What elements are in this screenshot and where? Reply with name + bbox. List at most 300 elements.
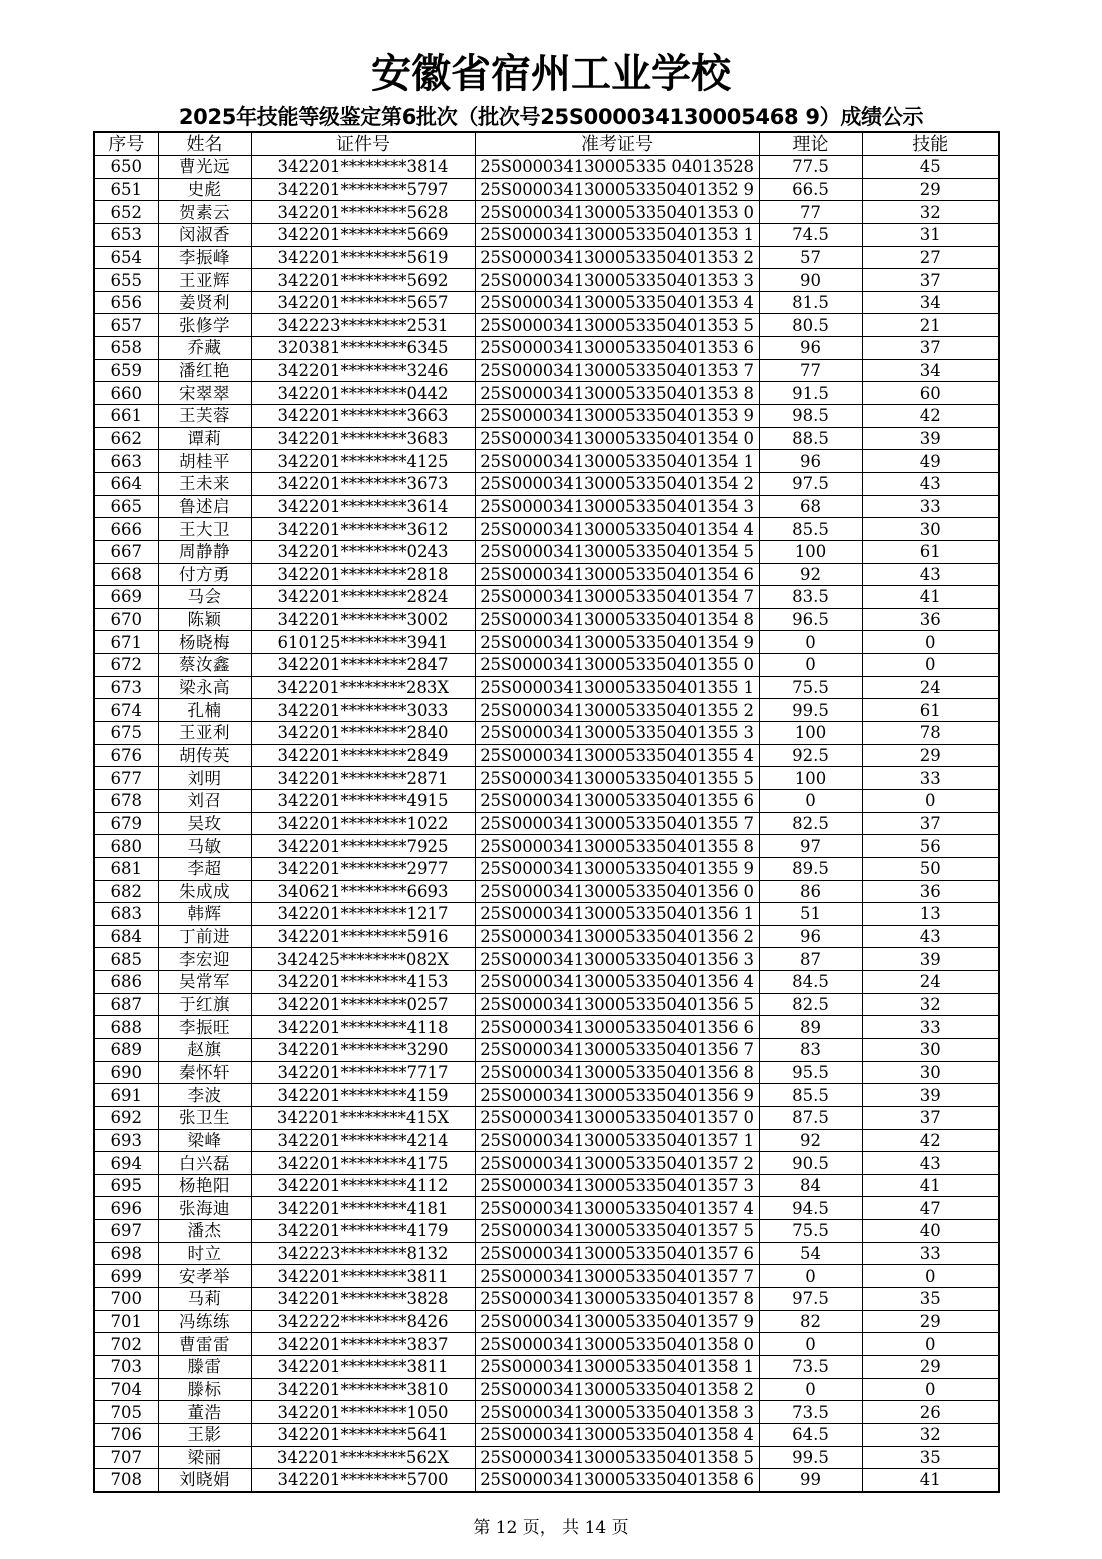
cell-name: 杨艳阳 — [158, 1174, 251, 1197]
cell-seq: 653 — [94, 223, 158, 246]
cell-seq: 677 — [94, 767, 158, 790]
cell-theory: 64.5 — [759, 1423, 862, 1446]
table-row — [94, 631, 999, 654]
cell-id-number: 342201********5619 — [251, 246, 475, 269]
cell-theory: 66.5 — [759, 178, 862, 201]
cell-name: 吴常军 — [158, 971, 251, 994]
cell-skill: 33 — [862, 767, 999, 790]
cell-name: 周静静 — [158, 540, 251, 563]
cell-seq: 658 — [94, 337, 158, 360]
cell-name: 梁峰 — [158, 1129, 251, 1152]
cell-exam-number: 25S0000341300053350401357 8 — [475, 1288, 759, 1311]
cell-theory: 92 — [759, 1129, 862, 1152]
cell-seq: 684 — [94, 925, 158, 948]
cell-exam-number: 25S0000341300053350401354 2 — [475, 472, 759, 495]
cell-theory: 97.5 — [759, 1288, 862, 1311]
cell-name: 乔藏 — [158, 337, 251, 360]
cell-seq: 701 — [94, 1310, 158, 1333]
cell-exam-number: 25S0000341300053350401354 7 — [475, 586, 759, 609]
table-row — [94, 789, 999, 812]
table-body — [94, 156, 999, 1492]
cell-theory: 0 — [759, 1333, 862, 1356]
table-row — [94, 563, 999, 586]
cell-theory: 89.5 — [759, 857, 862, 880]
cell-skill: 37 — [862, 269, 999, 292]
cell-id-number: 342201********5700 — [251, 1469, 475, 1492]
cell-id-number: 342201********415X — [251, 1106, 475, 1129]
cell-seq: 679 — [94, 812, 158, 835]
cell-name: 韩辉 — [158, 903, 251, 926]
cell-seq: 682 — [94, 880, 158, 903]
cell-id-number: 342201********283X — [251, 676, 475, 699]
table-row — [94, 382, 999, 405]
cell-exam-number: 25S0000341300053350401353 8 — [475, 382, 759, 405]
cell-id-number: 342201********3683 — [251, 427, 475, 450]
cell-theory: 54 — [759, 1242, 862, 1265]
cell-theory: 96 — [759, 450, 862, 473]
cell-skill: 50 — [862, 857, 999, 880]
cell-theory: 73.5 — [759, 1355, 862, 1378]
cell-exam-number: 25S0000341300053350401357 4 — [475, 1197, 759, 1220]
cell-seq: 656 — [94, 291, 158, 314]
cell-name: 马莉 — [158, 1288, 251, 1311]
cell-id-number: 342201********5797 — [251, 178, 475, 201]
table-row — [94, 1129, 999, 1152]
cell-name: 朱成成 — [158, 880, 251, 903]
cell-theory: 68 — [759, 495, 862, 518]
cell-name: 梁丽 — [158, 1446, 251, 1469]
cell-skill: 43 — [862, 563, 999, 586]
cell-seq: 699 — [94, 1265, 158, 1288]
cell-theory: 86 — [759, 880, 862, 903]
cell-exam-number: 25S0000341300053350401355 0 — [475, 654, 759, 677]
cell-exam-number: 25S0000341300053350401356 4 — [475, 971, 759, 994]
table-row — [94, 767, 999, 790]
cell-name: 滕标 — [158, 1378, 251, 1401]
cell-seq: 689 — [94, 1038, 158, 1061]
cell-name: 吴玫 — [158, 812, 251, 835]
cell-id-number: 342201********2977 — [251, 857, 475, 880]
cell-id-number: 342201********2824 — [251, 586, 475, 609]
cell-id-number: 342201********3663 — [251, 405, 475, 428]
cell-skill: 37 — [862, 1106, 999, 1129]
table-row — [94, 269, 999, 292]
table-row — [94, 495, 999, 518]
cell-skill: 35 — [862, 1288, 999, 1311]
cell-theory: 73.5 — [759, 1401, 862, 1424]
table-row — [94, 1061, 999, 1084]
cell-seq: 667 — [94, 540, 158, 563]
table-row — [94, 337, 999, 360]
cell-skill: 40 — [862, 1220, 999, 1243]
cell-id-number: 342222********8426 — [251, 1310, 475, 1333]
table-row — [94, 518, 999, 541]
cell-exam-number: 25S0000341300053350401358 5 — [475, 1446, 759, 1469]
cell-exam-number: 25S0000341300053350401353 1 — [475, 223, 759, 246]
cell-exam-number: 25S0000341300053350401353 7 — [475, 359, 759, 382]
cell-exam-number: 25S0000341300053350401354 1 — [475, 450, 759, 473]
cell-id-number: 342201********3811 — [251, 1355, 475, 1378]
cell-skill: 47 — [862, 1197, 999, 1220]
cell-name: 姜贤利 — [158, 291, 251, 314]
cell-theory: 83.5 — [759, 586, 862, 609]
cell-seq: 652 — [94, 201, 158, 224]
cell-exam-number: 25S0000341300053350401354 6 — [475, 563, 759, 586]
cell-name: 曹雷雷 — [158, 1333, 251, 1356]
cell-id-number: 342201********1022 — [251, 812, 475, 835]
cell-seq: 697 — [94, 1220, 158, 1243]
table-row — [94, 993, 999, 1016]
cell-exam-number: 25S000034130005335 04013528 — [475, 156, 759, 179]
cell-id-number: 342201********3837 — [251, 1333, 475, 1356]
cell-id-number: 342201********5641 — [251, 1423, 475, 1446]
cell-id-number: 342201********3290 — [251, 1038, 475, 1061]
cell-name: 李振旺 — [158, 1016, 251, 1039]
cell-skill: 33 — [862, 1016, 999, 1039]
cell-id-number: 342201********4118 — [251, 1016, 475, 1039]
cell-exam-number: 25S0000341300053350401357 6 — [475, 1242, 759, 1265]
cell-skill: 36 — [862, 608, 999, 631]
cell-theory: 99.5 — [759, 1446, 862, 1469]
cell-exam-number: 25S0000341300053350401358 6 — [475, 1469, 759, 1492]
cell-theory: 96 — [759, 337, 862, 360]
cell-id-number: 342425********082X — [251, 948, 475, 971]
cell-id-number: 342201********7925 — [251, 835, 475, 858]
header-seq: 序号 — [94, 132, 158, 156]
table-row — [94, 971, 999, 994]
cell-seq: 662 — [94, 427, 158, 450]
table-row — [94, 1310, 999, 1333]
cell-seq: 671 — [94, 631, 158, 654]
cell-name: 滕雷 — [158, 1355, 251, 1378]
cell-id-number: 342201********3002 — [251, 608, 475, 631]
cell-exam-number: 25S0000341300053350401355 3 — [475, 722, 759, 745]
cell-theory: 98.5 — [759, 405, 862, 428]
cell-id-number: 342223********8132 — [251, 1242, 475, 1265]
cell-name: 白兴磊 — [158, 1152, 251, 1175]
cell-id-number: 342201********562X — [251, 1446, 475, 1469]
cell-seq: 700 — [94, 1288, 158, 1311]
header-exam-number: 准考证号 — [475, 132, 759, 156]
cell-skill: 42 — [862, 405, 999, 428]
cell-skill: 34 — [862, 291, 999, 314]
cell-name: 曹光远 — [158, 156, 251, 179]
cell-id-number: 342201********3612 — [251, 518, 475, 541]
cell-exam-number: 25S0000341300053350401358 3 — [475, 1401, 759, 1424]
cell-id-number: 342201********3033 — [251, 699, 475, 722]
cell-skill: 29 — [862, 178, 999, 201]
cell-skill: 0 — [862, 1265, 999, 1288]
cell-theory: 91.5 — [759, 382, 862, 405]
cell-theory: 0 — [759, 631, 862, 654]
cell-skill: 37 — [862, 812, 999, 835]
table-row — [94, 472, 999, 495]
cell-skill: 61 — [862, 699, 999, 722]
cell-id-number: 342201********4181 — [251, 1197, 475, 1220]
cell-exam-number: 25S0000341300053350401355 8 — [475, 835, 759, 858]
cell-skill: 0 — [862, 631, 999, 654]
cell-skill: 60 — [862, 382, 999, 405]
cell-id-number: 342201********4125 — [251, 450, 475, 473]
document-title: 安徽省宿州工业学校 — [371, 51, 731, 97]
cell-theory: 90 — [759, 269, 862, 292]
cell-seq: 676 — [94, 744, 158, 767]
cell-skill: 27 — [862, 246, 999, 269]
cell-exam-number: 25S0000341300053350401357 5 — [475, 1220, 759, 1243]
cell-exam-number: 25S0000341300053350401356 8 — [475, 1061, 759, 1084]
table-row — [94, 676, 999, 699]
table-row — [94, 178, 999, 201]
cell-theory: 100 — [759, 767, 862, 790]
cell-skill: 78 — [862, 722, 999, 745]
cell-id-number: 342201********1050 — [251, 1401, 475, 1424]
table-row — [94, 405, 999, 428]
table-row — [94, 1242, 999, 1265]
cell-name: 鲁述启 — [158, 495, 251, 518]
cell-skill: 0 — [862, 1333, 999, 1356]
cell-exam-number: 25S0000341300053350401352 9 — [475, 178, 759, 201]
cell-seq: 708 — [94, 1469, 158, 1492]
cell-exam-number: 25S0000341300053350401354 9 — [475, 631, 759, 654]
table-row — [94, 857, 999, 880]
table-row — [94, 427, 999, 450]
cell-name: 李超 — [158, 857, 251, 880]
cell-seq: 694 — [94, 1152, 158, 1175]
cell-theory: 99 — [759, 1469, 862, 1492]
document-subtitle: 2025年技能等级鉴定第6批次（批次号25S000034130005468 9）成绩公示 — [178, 105, 924, 129]
cell-id-number: 342201********3614 — [251, 495, 475, 518]
cell-seq: 654 — [94, 246, 158, 269]
cell-skill: 49 — [862, 450, 999, 473]
cell-name: 胡桂平 — [158, 450, 251, 473]
table-row — [94, 1106, 999, 1129]
table-row — [94, 1152, 999, 1175]
cell-seq: 683 — [94, 903, 158, 926]
cell-skill: 32 — [862, 1423, 999, 1446]
cell-id-number: 342201********3810 — [251, 1378, 475, 1401]
cell-exam-number: 25S0000341300053350401355 4 — [475, 744, 759, 767]
cell-seq: 702 — [94, 1333, 158, 1356]
cell-id-number: 342201********3828 — [251, 1288, 475, 1311]
table-row — [94, 246, 999, 269]
cell-skill: 42 — [862, 1129, 999, 1152]
page-footer: 第 12 页， 共 14 页 — [473, 1518, 629, 1538]
cell-skill: 29 — [862, 1355, 999, 1378]
cell-skill: 45 — [862, 156, 999, 179]
table-row — [94, 1378, 999, 1401]
cell-theory: 97 — [759, 835, 862, 858]
table-row — [94, 1220, 999, 1243]
cell-id-number: 342201********3814 — [251, 156, 475, 179]
cell-seq: 668 — [94, 563, 158, 586]
cell-id-number: 342201********2847 — [251, 654, 475, 677]
cell-name: 于红旗 — [158, 993, 251, 1016]
cell-seq: 690 — [94, 1061, 158, 1084]
cell-id-number: 342201********4153 — [251, 971, 475, 994]
cell-exam-number: 25S0000341300053350401353 5 — [475, 314, 759, 337]
cell-id-number: 342201********2840 — [251, 722, 475, 745]
cell-theory: 87 — [759, 948, 862, 971]
cell-skill: 43 — [862, 925, 999, 948]
cell-exam-number: 25S0000341300053350401355 1 — [475, 676, 759, 699]
cell-skill: 32 — [862, 993, 999, 1016]
table-row — [94, 1174, 999, 1197]
cell-seq: 678 — [94, 789, 158, 812]
cell-name: 安孝举 — [158, 1265, 251, 1288]
cell-exam-number: 25S0000341300053350401356 2 — [475, 925, 759, 948]
cell-theory: 77 — [759, 359, 862, 382]
table-row — [94, 880, 999, 903]
table-row — [94, 948, 999, 971]
cell-skill: 32 — [862, 201, 999, 224]
cell-theory: 82.5 — [759, 993, 862, 1016]
cell-name: 王大卫 — [158, 518, 251, 541]
cell-skill: 34 — [862, 359, 999, 382]
cell-exam-number: 25S0000341300053350401355 5 — [475, 767, 759, 790]
cell-seq: 681 — [94, 857, 158, 880]
table-row — [94, 223, 999, 246]
table-row — [94, 835, 999, 858]
cell-exam-number: 25S0000341300053350401353 0 — [475, 201, 759, 224]
cell-seq: 663 — [94, 450, 158, 473]
cell-exam-number: 25S0000341300053350401357 1 — [475, 1129, 759, 1152]
cell-name: 孔楠 — [158, 699, 251, 722]
cell-skill: 0 — [862, 654, 999, 677]
table-row — [94, 1288, 999, 1311]
cell-skill: 35 — [862, 1446, 999, 1469]
cell-exam-number: 25S0000341300053350401358 1 — [475, 1355, 759, 1378]
cell-skill: 30 — [862, 1061, 999, 1084]
cell-skill: 30 — [862, 1038, 999, 1061]
cell-name: 时立 — [158, 1242, 251, 1265]
cell-theory: 88.5 — [759, 427, 862, 450]
cell-exam-number: 25S0000341300053350401356 3 — [475, 948, 759, 971]
cell-theory: 81.5 — [759, 291, 862, 314]
table-row — [94, 1038, 999, 1061]
cell-skill: 0 — [862, 1378, 999, 1401]
cell-id-number: 342201********0243 — [251, 540, 475, 563]
cell-theory: 75.5 — [759, 676, 862, 699]
cell-exam-number: 25S0000341300053350401355 7 — [475, 812, 759, 835]
cell-theory: 83 — [759, 1038, 862, 1061]
cell-seq: 687 — [94, 993, 158, 1016]
cell-seq: 680 — [94, 835, 158, 858]
cell-theory: 89 — [759, 1016, 862, 1039]
cell-id-number: 342201********4175 — [251, 1152, 475, 1175]
cell-theory: 75.5 — [759, 1220, 862, 1243]
table-row — [94, 201, 999, 224]
header-id-number: 证件号 — [251, 132, 475, 156]
cell-id-number: 610125********3941 — [251, 631, 475, 654]
cell-id-number: 340621********6693 — [251, 880, 475, 903]
cell-seq: 698 — [94, 1242, 158, 1265]
cell-theory: 92 — [759, 563, 862, 586]
cell-exam-number: 25S0000341300053350401355 9 — [475, 857, 759, 880]
cell-seq: 674 — [94, 699, 158, 722]
cell-skill: 37 — [862, 337, 999, 360]
cell-theory: 82 — [759, 1310, 862, 1333]
cell-seq: 666 — [94, 518, 158, 541]
cell-seq: 670 — [94, 608, 158, 631]
cell-name: 张修学 — [158, 314, 251, 337]
cell-name: 李波 — [158, 1084, 251, 1107]
cell-theory: 74.5 — [759, 223, 862, 246]
cell-exam-number: 25S0000341300053350401353 6 — [475, 337, 759, 360]
cell-id-number: 342201********5916 — [251, 925, 475, 948]
cell-name: 丁前进 — [158, 925, 251, 948]
cell-name: 贺素云 — [158, 201, 251, 224]
cell-name: 史彪 — [158, 178, 251, 201]
cell-skill: 43 — [862, 1152, 999, 1175]
cell-exam-number: 25S0000341300053350401357 2 — [475, 1152, 759, 1175]
cell-seq: 660 — [94, 382, 158, 405]
cell-name: 梁永高 — [158, 676, 251, 699]
cell-seq: 686 — [94, 971, 158, 994]
cell-exam-number: 25S0000341300053350401354 8 — [475, 608, 759, 631]
cell-skill: 41 — [862, 586, 999, 609]
cell-theory: 0 — [759, 654, 862, 677]
cell-theory: 57 — [759, 246, 862, 269]
cell-id-number: 342201********4159 — [251, 1084, 475, 1107]
cell-id-number: 342201********5657 — [251, 291, 475, 314]
cell-name: 潘杰 — [158, 1220, 251, 1243]
table-row — [94, 812, 999, 835]
cell-theory: 82.5 — [759, 812, 862, 835]
cell-seq: 691 — [94, 1084, 158, 1107]
cell-name: 秦怀轩 — [158, 1061, 251, 1084]
cell-theory: 90.5 — [759, 1152, 862, 1175]
cell-exam-number: 25S0000341300053350401357 0 — [475, 1106, 759, 1129]
cell-exam-number: 25S0000341300053350401353 2 — [475, 246, 759, 269]
cell-exam-number: 25S0000341300053350401354 0 — [475, 427, 759, 450]
cell-exam-number: 25S0000341300053350401358 2 — [475, 1378, 759, 1401]
cell-id-number: 342201********3673 — [251, 472, 475, 495]
cell-exam-number: 25S0000341300053350401357 7 — [475, 1265, 759, 1288]
table-row — [94, 1401, 999, 1424]
cell-exam-number: 25S0000341300053350401356 9 — [475, 1084, 759, 1107]
cell-theory: 94.5 — [759, 1197, 862, 1220]
cell-theory: 77 — [759, 201, 862, 224]
cell-theory: 100 — [759, 540, 862, 563]
table-row — [94, 1355, 999, 1378]
table-row — [94, 699, 999, 722]
cell-seq: 651 — [94, 178, 158, 201]
header-name: 姓名 — [158, 132, 251, 156]
cell-seq: 655 — [94, 269, 158, 292]
cell-skill: 30 — [862, 518, 999, 541]
cell-skill: 29 — [862, 744, 999, 767]
cell-seq: 704 — [94, 1378, 158, 1401]
cell-seq: 675 — [94, 722, 158, 745]
cell-name: 张海迪 — [158, 1197, 251, 1220]
cell-theory: 80.5 — [759, 314, 862, 337]
cell-id-number: 342201********2871 — [251, 767, 475, 790]
cell-seq: 695 — [94, 1174, 158, 1197]
cell-id-number: 342201********4915 — [251, 789, 475, 812]
cell-seq: 657 — [94, 314, 158, 337]
cell-seq: 707 — [94, 1446, 158, 1469]
cell-exam-number: 25S0000341300053350401355 2 — [475, 699, 759, 722]
cell-skill: 26 — [862, 1401, 999, 1424]
cell-skill: 0 — [862, 789, 999, 812]
table-row — [94, 722, 999, 745]
cell-seq: 692 — [94, 1106, 158, 1129]
cell-name: 冯练练 — [158, 1310, 251, 1333]
cell-name: 王影 — [158, 1423, 251, 1446]
cell-skill: 39 — [862, 1084, 999, 1107]
table-row — [94, 586, 999, 609]
cell-skill: 36 — [862, 880, 999, 903]
